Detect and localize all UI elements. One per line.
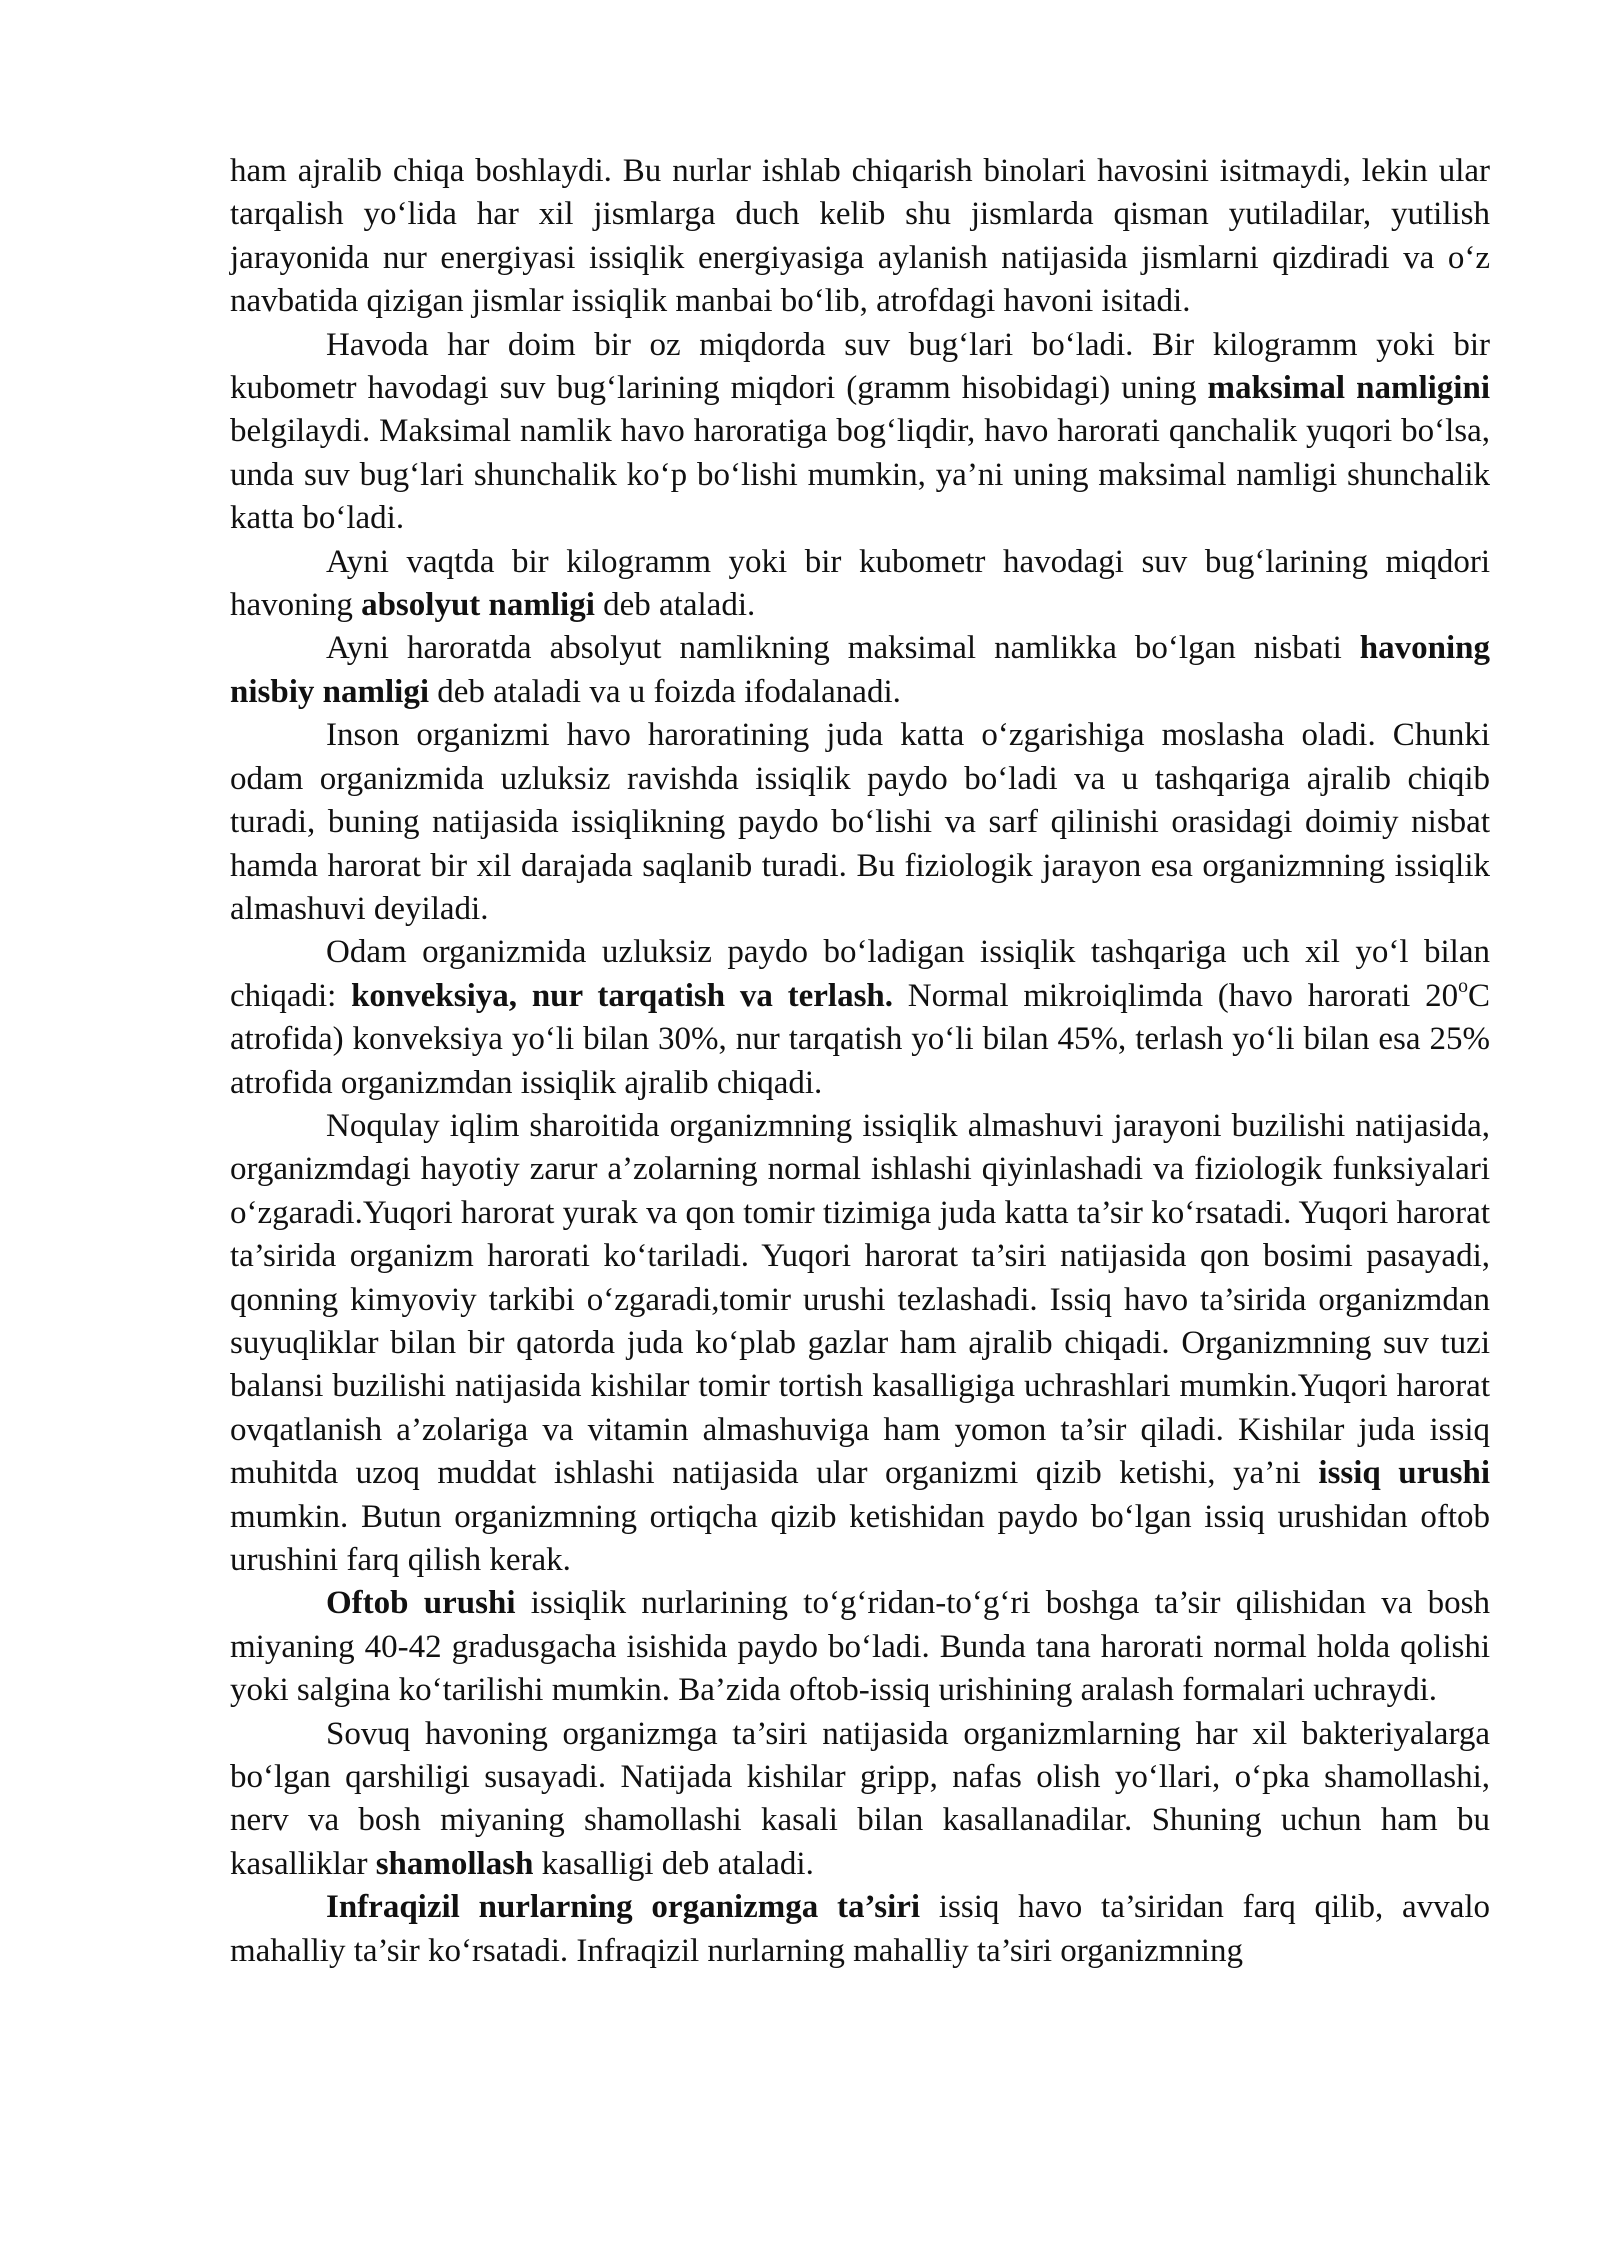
paragraph-text: C atrofida) konveksiya yo‘li bilan 30%, nur tarqatish yo‘li bilan 45%, terlash yo‘li bilan esa 25% atrofida organizmdan issiqlik ajralib chiqadi. bbox=[230, 977, 1490, 1101]
paragraph-text: Ayni haroratda absolyut namlikning maksimal namlikka bo‘lgan nisbati bbox=[326, 630, 1360, 667]
degree-superscript: o bbox=[1458, 974, 1468, 997]
paragraph-text: issiq havo ta’siridan farq qilib, avvalo mahalliy ta’sir ko‘rsatadi. Infraqizil nurlarning mahalliy ta’siri organizmning bbox=[230, 1889, 1491, 1969]
paragraph-text: Noqulay iqlim sharoitida organizmning issiqlik almashuvi jarayoni buzilishi natijasida, organizmdagi hayotiy zarur a’zolarning normal ishlashi qiyinlashadi va fiziologik funksiyalari o‘zgaradi.Yuqori harorat yurak va qon tomir tizimiga juda katta ta’sir ko‘rsatadi. Yuqori harorat ta’sirida organizm harorati ko‘tariladi. Yuqori harorat ta’siri natijasida qon bosimi pasayadi, qonning kimyoviy tarkibi o‘zgaradi,tomir urushi tezlashadi. Issiq havo ta’sirida organizmdan suyuqliklar bilan bir qatorda juda ko‘plab gazlar ham ajralib chiqadi. Organizmning suv tuzi balansi buzilishi natijasida kishilar tomir tortish kasalligiga uchrashlari mumkin.Yuqori harorat ovqatlanish a’zolariga va vitamin almashuviga ham yomon ta’sir qiladi. Kishilar juda issiq muhitda uzoq muddat ishlashi natijasida ular organizmi qizib ketishi, ya’ni bbox=[230, 1107, 1490, 1492]
paragraph-4 bbox=[230, 627, 1490, 714]
paragraph-9 bbox=[230, 1713, 1490, 1887]
term-oftob-urushi: Oftob urushi bbox=[326, 1585, 516, 1622]
paragraph-text: issiqlik nurlarining to‘g‘ridan-to‘g‘ri boshga ta’sir qilishidan va bosh miyaning 40-42 gradusgacha isishida paydo bo‘ladi. Bunda tana harorati normal holda qolishi yoki salgina ko‘tarilishi mumkin. Ba’zida oftob-issiq urishining aralash formalari uchraydi. bbox=[230, 1585, 1490, 1709]
term-infraqizil-nurlar: Infraqizil nurlarning organizmga ta’siri bbox=[326, 1889, 921, 1926]
paragraph-text: Odam organizmida uzluksiz paydo bo‘ladigan issiqlik tashqariga uch xil yo‘l bilan chiqadi: bbox=[230, 934, 1490, 1014]
term-absolyut-namlik: absolyut namligi bbox=[361, 587, 595, 624]
paragraph-1 bbox=[230, 150, 1490, 324]
term-nisbiy-namlik: havoning nisbiy namligi bbox=[230, 630, 1490, 710]
term-issiq-urushi: issiq urushi bbox=[1318, 1455, 1491, 1492]
paragraph-text: deb ataladi. bbox=[594, 587, 756, 624]
paragraph-2 bbox=[230, 324, 1490, 541]
paragraph-text: deb ataladi va u foizda ifodalanadi. bbox=[428, 673, 901, 710]
paragraph-text: Inson organizmi havo haroratining juda katta o‘zgarishiga moslasha oladi. Chunki odam organizmida uzluksiz ravishda issiqlik paydo bo‘ladi va u tashqariga ajralib chiqib turadi, buning natijasida issiqlikning paydo bo‘lishi va sarf qilinishi orasidagi doimiy nisbat hamda harorat bir xil darajada saqlanib turadi. Bu fiziologik jarayon esa organizmning issiqlik almashuvi deyiladi. bbox=[230, 717, 1490, 927]
paragraph-text: Normal mikroiqlimda (havo harorati 20 bbox=[893, 977, 1459, 1014]
paragraph-3 bbox=[230, 541, 1490, 628]
term-issiqlik-chiqish-yollari: konveksiya, nur tarqatish va terlash. bbox=[351, 977, 894, 1014]
paragraph-text: mumkin. Butun organizmning ortiqcha qizib ketishidan paydo bo‘lgan issiq urushidan oftob urushini farq qilish kerak. bbox=[230, 1498, 1490, 1578]
paragraph-8 bbox=[230, 1582, 1490, 1712]
term-shamollash: shamollash bbox=[375, 1845, 534, 1882]
paragraph-5 bbox=[230, 714, 1490, 931]
paragraph-text: Ayni vaqtda bir kilogramm yoki bir kubometr havodagi suv bug‘larining miqdori havoning bbox=[230, 543, 1490, 624]
paragraph-7 bbox=[230, 1105, 1490, 1582]
paragraph-6 bbox=[230, 931, 1490, 1105]
paragraph-text: belgilaydi. Maksimal namlik havo haroratiga bog‘liqdir, havo harorati qanchalik yuqori bo‘lsa, unda suv bug‘lari shunchalik ko‘p bo‘lishi mumkin, ya’ni uning maksimal namligi shunchalik katta bo‘ladi. bbox=[230, 413, 1490, 537]
paragraph-text: ham ajralib chiqa boshlaydi. Bu nurlar ishlab chiqarish binolari havosini isitmaydi, lekin ular tarqalish yo‘lida har xil jismlarga duch kelib shu jismlarda qisman yutiladilar, yutilish jarayonida nur energiyasi issiqlik energiyasiga aylanish natijasida jismlarni qizdiradi va o‘z navbatida qizigan jismlar issiqlik manbai bo‘lib, atrofdagi havoni isitadi. bbox=[230, 153, 1490, 320]
paragraph-text: Havoda har doim bir oz miqdorda suv bug‘lari bo‘ladi. Bir kilogramm yoki bir kubometr havodagi suv bug‘larining miqdori (gramm hisobidagi) uning bbox=[230, 326, 1490, 407]
term-maksimal-namlik: maksimal namligini bbox=[1207, 370, 1490, 407]
paragraph-text: Sovuq havoning organizmga ta’siri natijasida organizmlarning har xil bakteriyalarga bo‘lgan qarshiligi susayadi. Natijada kishilar gripp, nafas olish yo‘llari, o‘pka shamollashi, nerv va bosh miyaning shamollashi kasali bilan kasallanadilar. Shuning uchun ham bu kasalliklar bbox=[230, 1715, 1490, 1882]
paragraph-text: kasalligi deb ataladi. bbox=[533, 1845, 814, 1882]
paragraph-10 bbox=[230, 1886, 1490, 1973]
document-body bbox=[230, 150, 1490, 1973]
